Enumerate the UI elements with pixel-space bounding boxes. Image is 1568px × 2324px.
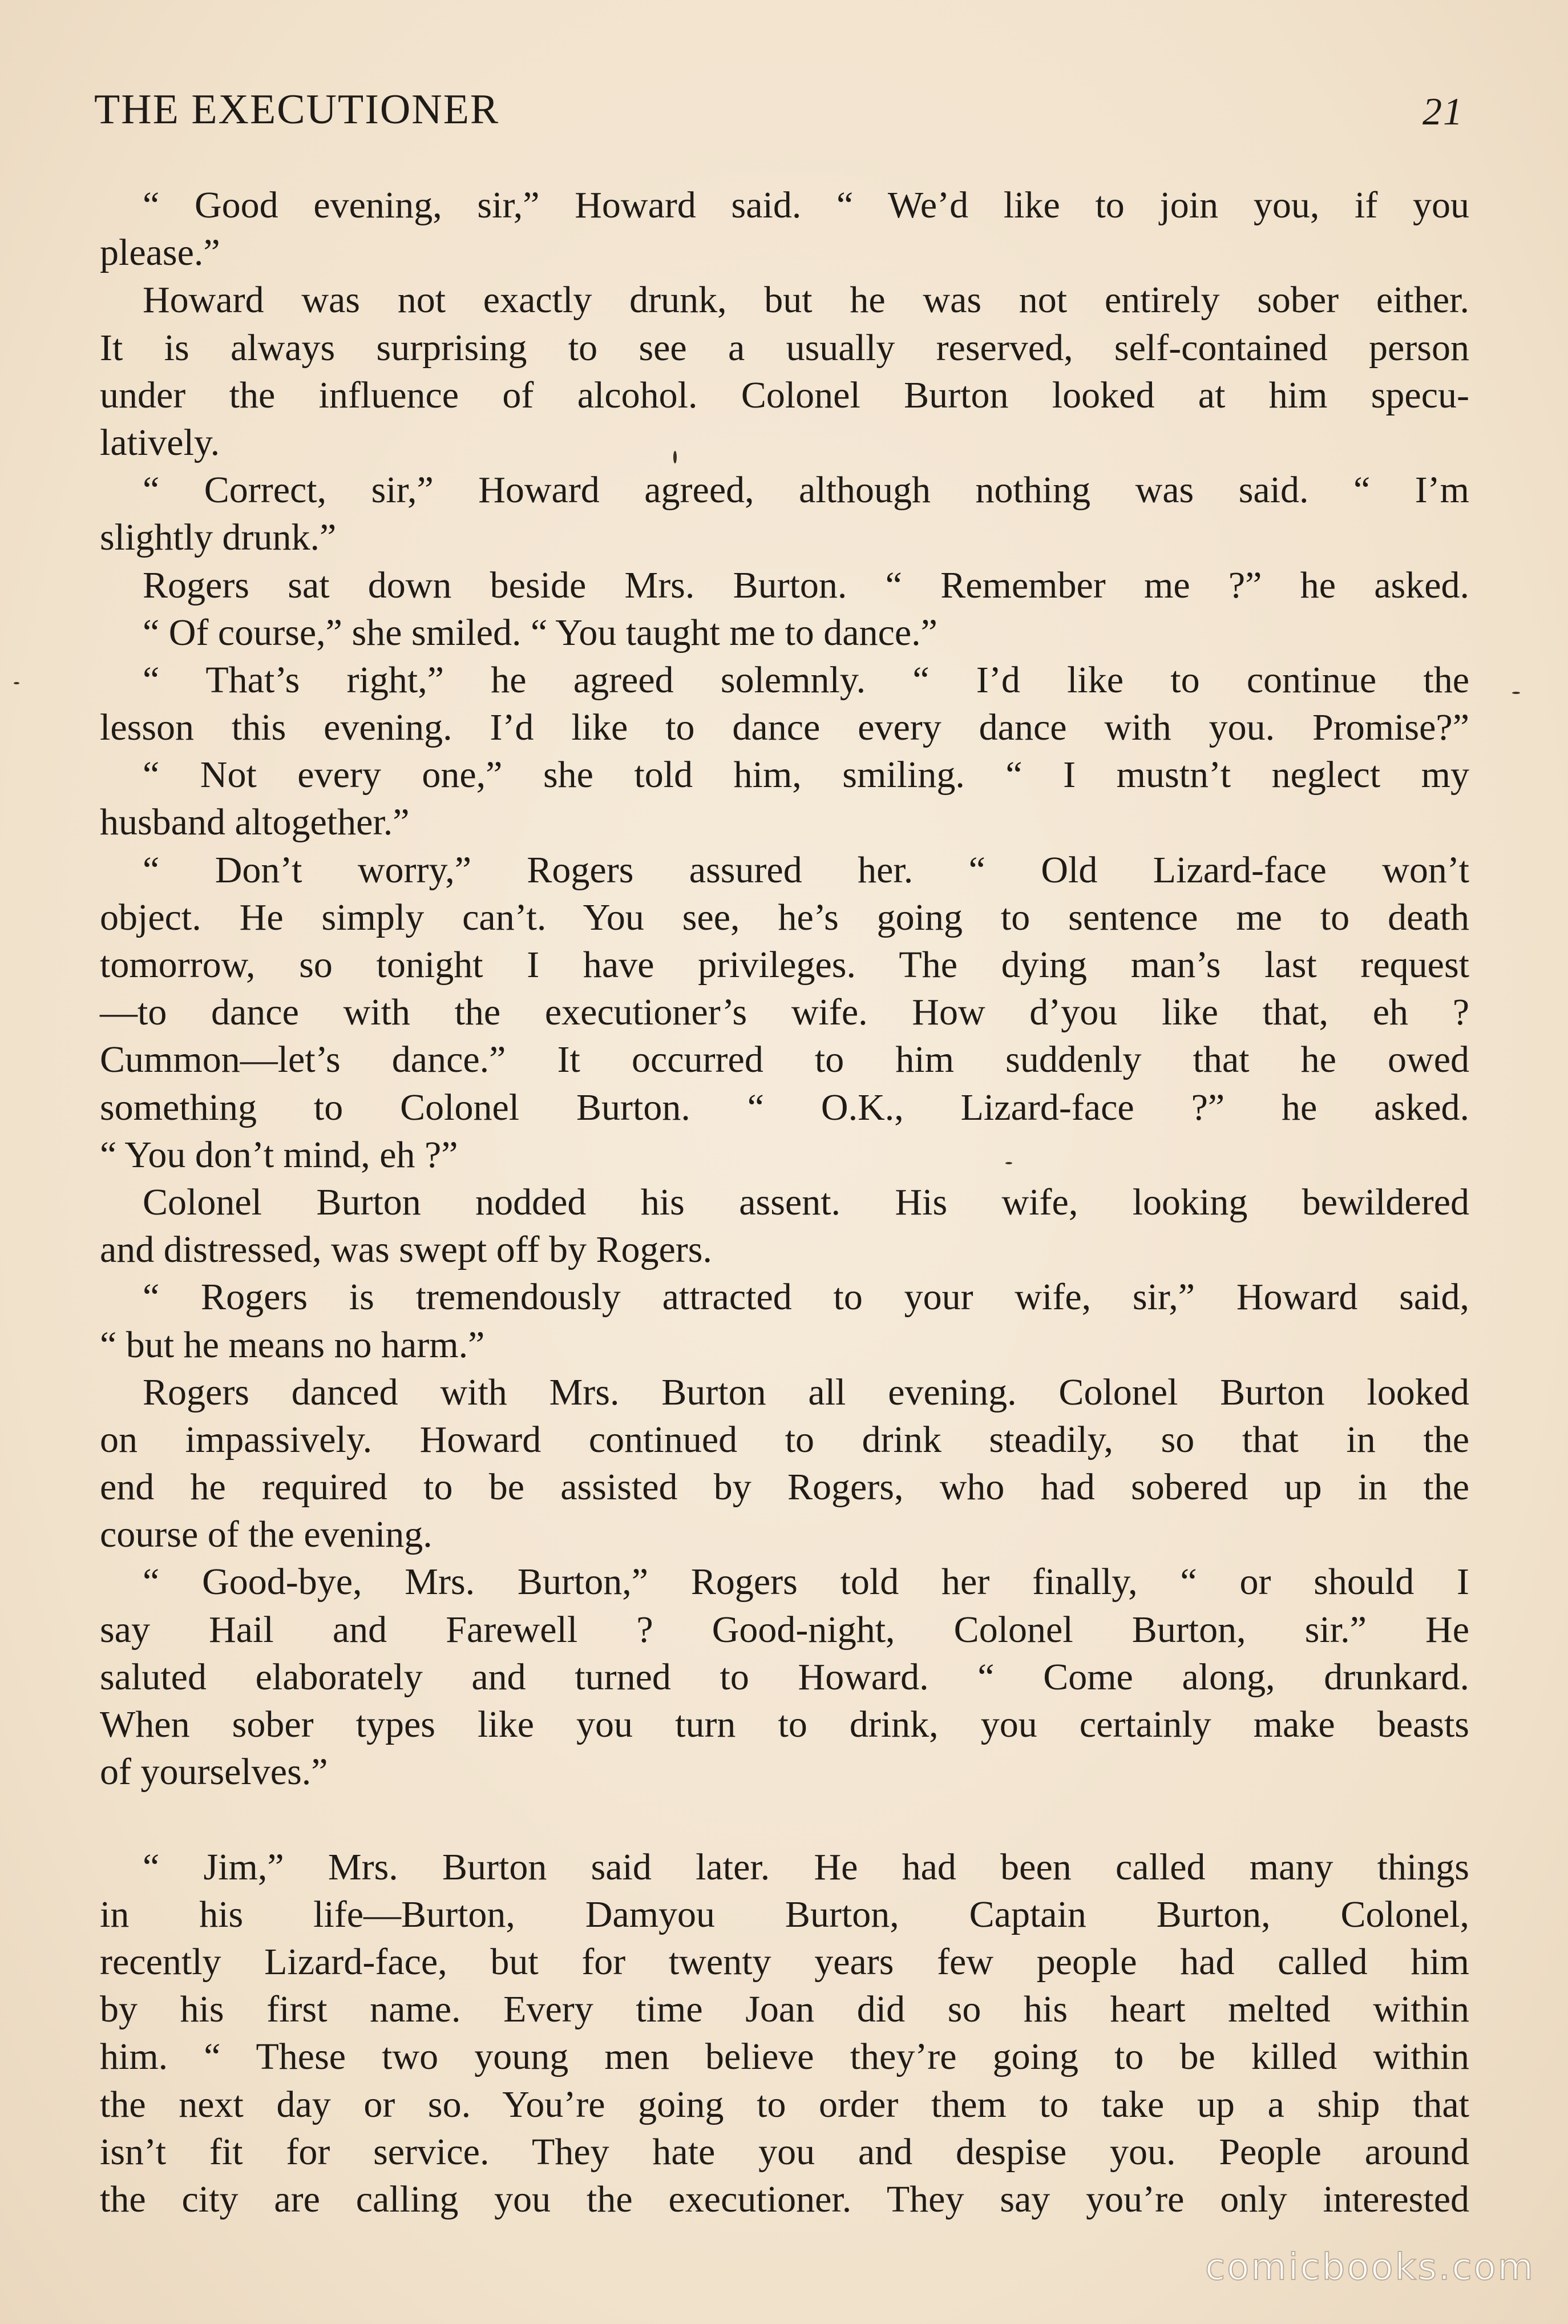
running-head xyxy=(94,86,1464,143)
text-line: “ Jim,” Mrs. Burton said later. He had been called many things xyxy=(143,1846,1469,1888)
section-break xyxy=(100,1796,1469,1843)
text-line: end he required to be assisted by Rogers, who had sobered up in the xyxy=(100,1466,1469,1508)
text-line: course of the evening. xyxy=(100,1514,433,1556)
text-line: isn’t fit for service. They hate you and despise you. People around xyxy=(100,2131,1469,2173)
text-line: latively. xyxy=(100,421,220,463)
text-line: “ Good evening, sir,” Howard said. “ We’d like to join you, if you xyxy=(143,184,1469,226)
running-title: THE EXECUTIONER xyxy=(94,86,500,133)
text-line: object. He simply can’t. You see, he’s going to sentence me to death xyxy=(100,896,1469,938)
text-line: —to dance with the executioner’s wife. How d’you like that, eh ? xyxy=(100,991,1469,1034)
text-line: When sober types like you turn to drink, you certainly make beasts xyxy=(100,1704,1469,1745)
text-line: “ Correct, sir,” Howard agreed, although nothing was said. “ I’m xyxy=(143,469,1469,511)
text-line: recently Lizard-face, but for twenty years few people had called him xyxy=(100,1940,1469,1983)
text-line: something to Colonel Burton. “ O.K., Lizard-face ?” he asked. xyxy=(100,1086,1469,1128)
watermark: comicbooks.com xyxy=(1205,2246,1535,2289)
page-number: 21 xyxy=(1422,90,1464,133)
text-line: the next day or so. You’re going to order them to take up a ship that xyxy=(100,2083,1469,2125)
text-line: him. “ These two young men believe they’re going to be killed within xyxy=(100,2036,1469,2078)
text-line: slightly drunk.” xyxy=(100,517,337,559)
text-line: “ You don’t mind, eh ?” xyxy=(100,1133,458,1176)
text-line: of yourselves.” xyxy=(100,1751,328,1793)
text-line: “ Don’t worry,” Rogers assured her. “ Old Lizard-face won’t xyxy=(143,849,1469,891)
text-line: on impassively. Howard continued to drink steadily, so that in the xyxy=(100,1418,1469,1460)
text-line: Howard was not exactly drunk, but he was not entirely sober either. xyxy=(143,279,1469,321)
paper-speck xyxy=(14,682,19,684)
paper-speck xyxy=(1512,692,1520,694)
text-line: “ Good-bye, Mrs. Burton,” Rogers told her finally, “ or should I xyxy=(143,1561,1469,1603)
text-line: Cummon—let’s dance.” It occurred to him suddenly that he owed xyxy=(100,1039,1469,1081)
text-line: “ Of course,” she smiled. “ You taught me to dance.” xyxy=(143,611,937,653)
text-line: Rogers danced with Mrs. Burton all evening. Colonel Burton looked xyxy=(143,1371,1469,1413)
text-line: It is always surprising to see a usually reserved, self-contained person xyxy=(100,326,1469,369)
text-line: please.” xyxy=(100,232,220,274)
paper-speck xyxy=(1005,1162,1012,1164)
text-line: Colonel Burton nodded his assent. His wife, looking bewildered xyxy=(143,1181,1469,1223)
text-line: lesson this evening. I’d like to dance every dance with you. Promise?” xyxy=(100,707,1469,749)
text-line: saluted elaborately and turned to Howard. “ Come along, drunkard. xyxy=(100,1656,1469,1698)
text-line: “ but he means no harm.” xyxy=(100,1324,485,1366)
text-line: “ That’s right,” he agreed solemnly. “ I’d like to continue the xyxy=(143,659,1469,701)
text-line: and distressed, was swept off by Rogers. xyxy=(100,1229,712,1271)
text-line: husband altogether.” xyxy=(100,801,410,844)
text-line: the city are calling you the executioner. They say you’re only interested xyxy=(100,2178,1469,2220)
body-text xyxy=(100,181,1469,2223)
text-line: by his first name. Every time Joan did so his heart melted within xyxy=(100,1988,1469,2031)
paper-speck xyxy=(673,451,677,463)
text-line: say Hail and Farewell ? Good-night, Colonel Burton, sir.” He xyxy=(100,1608,1469,1651)
text-line: Rogers sat down beside Mrs. Burton. “ Remember me ?” he asked. xyxy=(143,564,1469,606)
text-line: in his life—Burton, Damyou Burton, Captain Burton, Colonel, xyxy=(100,1893,1469,1935)
text-line: under the influence of alcohol. Colonel Burton looked at him specu- xyxy=(100,374,1469,416)
text-line: “ Rogers is tremendously attracted to your wife, sir,” Howard said, xyxy=(143,1276,1469,1318)
text-line: “ Not every one,” she told him, smiling. “ I mustn’t neglect my xyxy=(143,754,1469,796)
text-line: tomorrow, so tonight I have privileges. The dying man’s last request xyxy=(100,944,1469,986)
